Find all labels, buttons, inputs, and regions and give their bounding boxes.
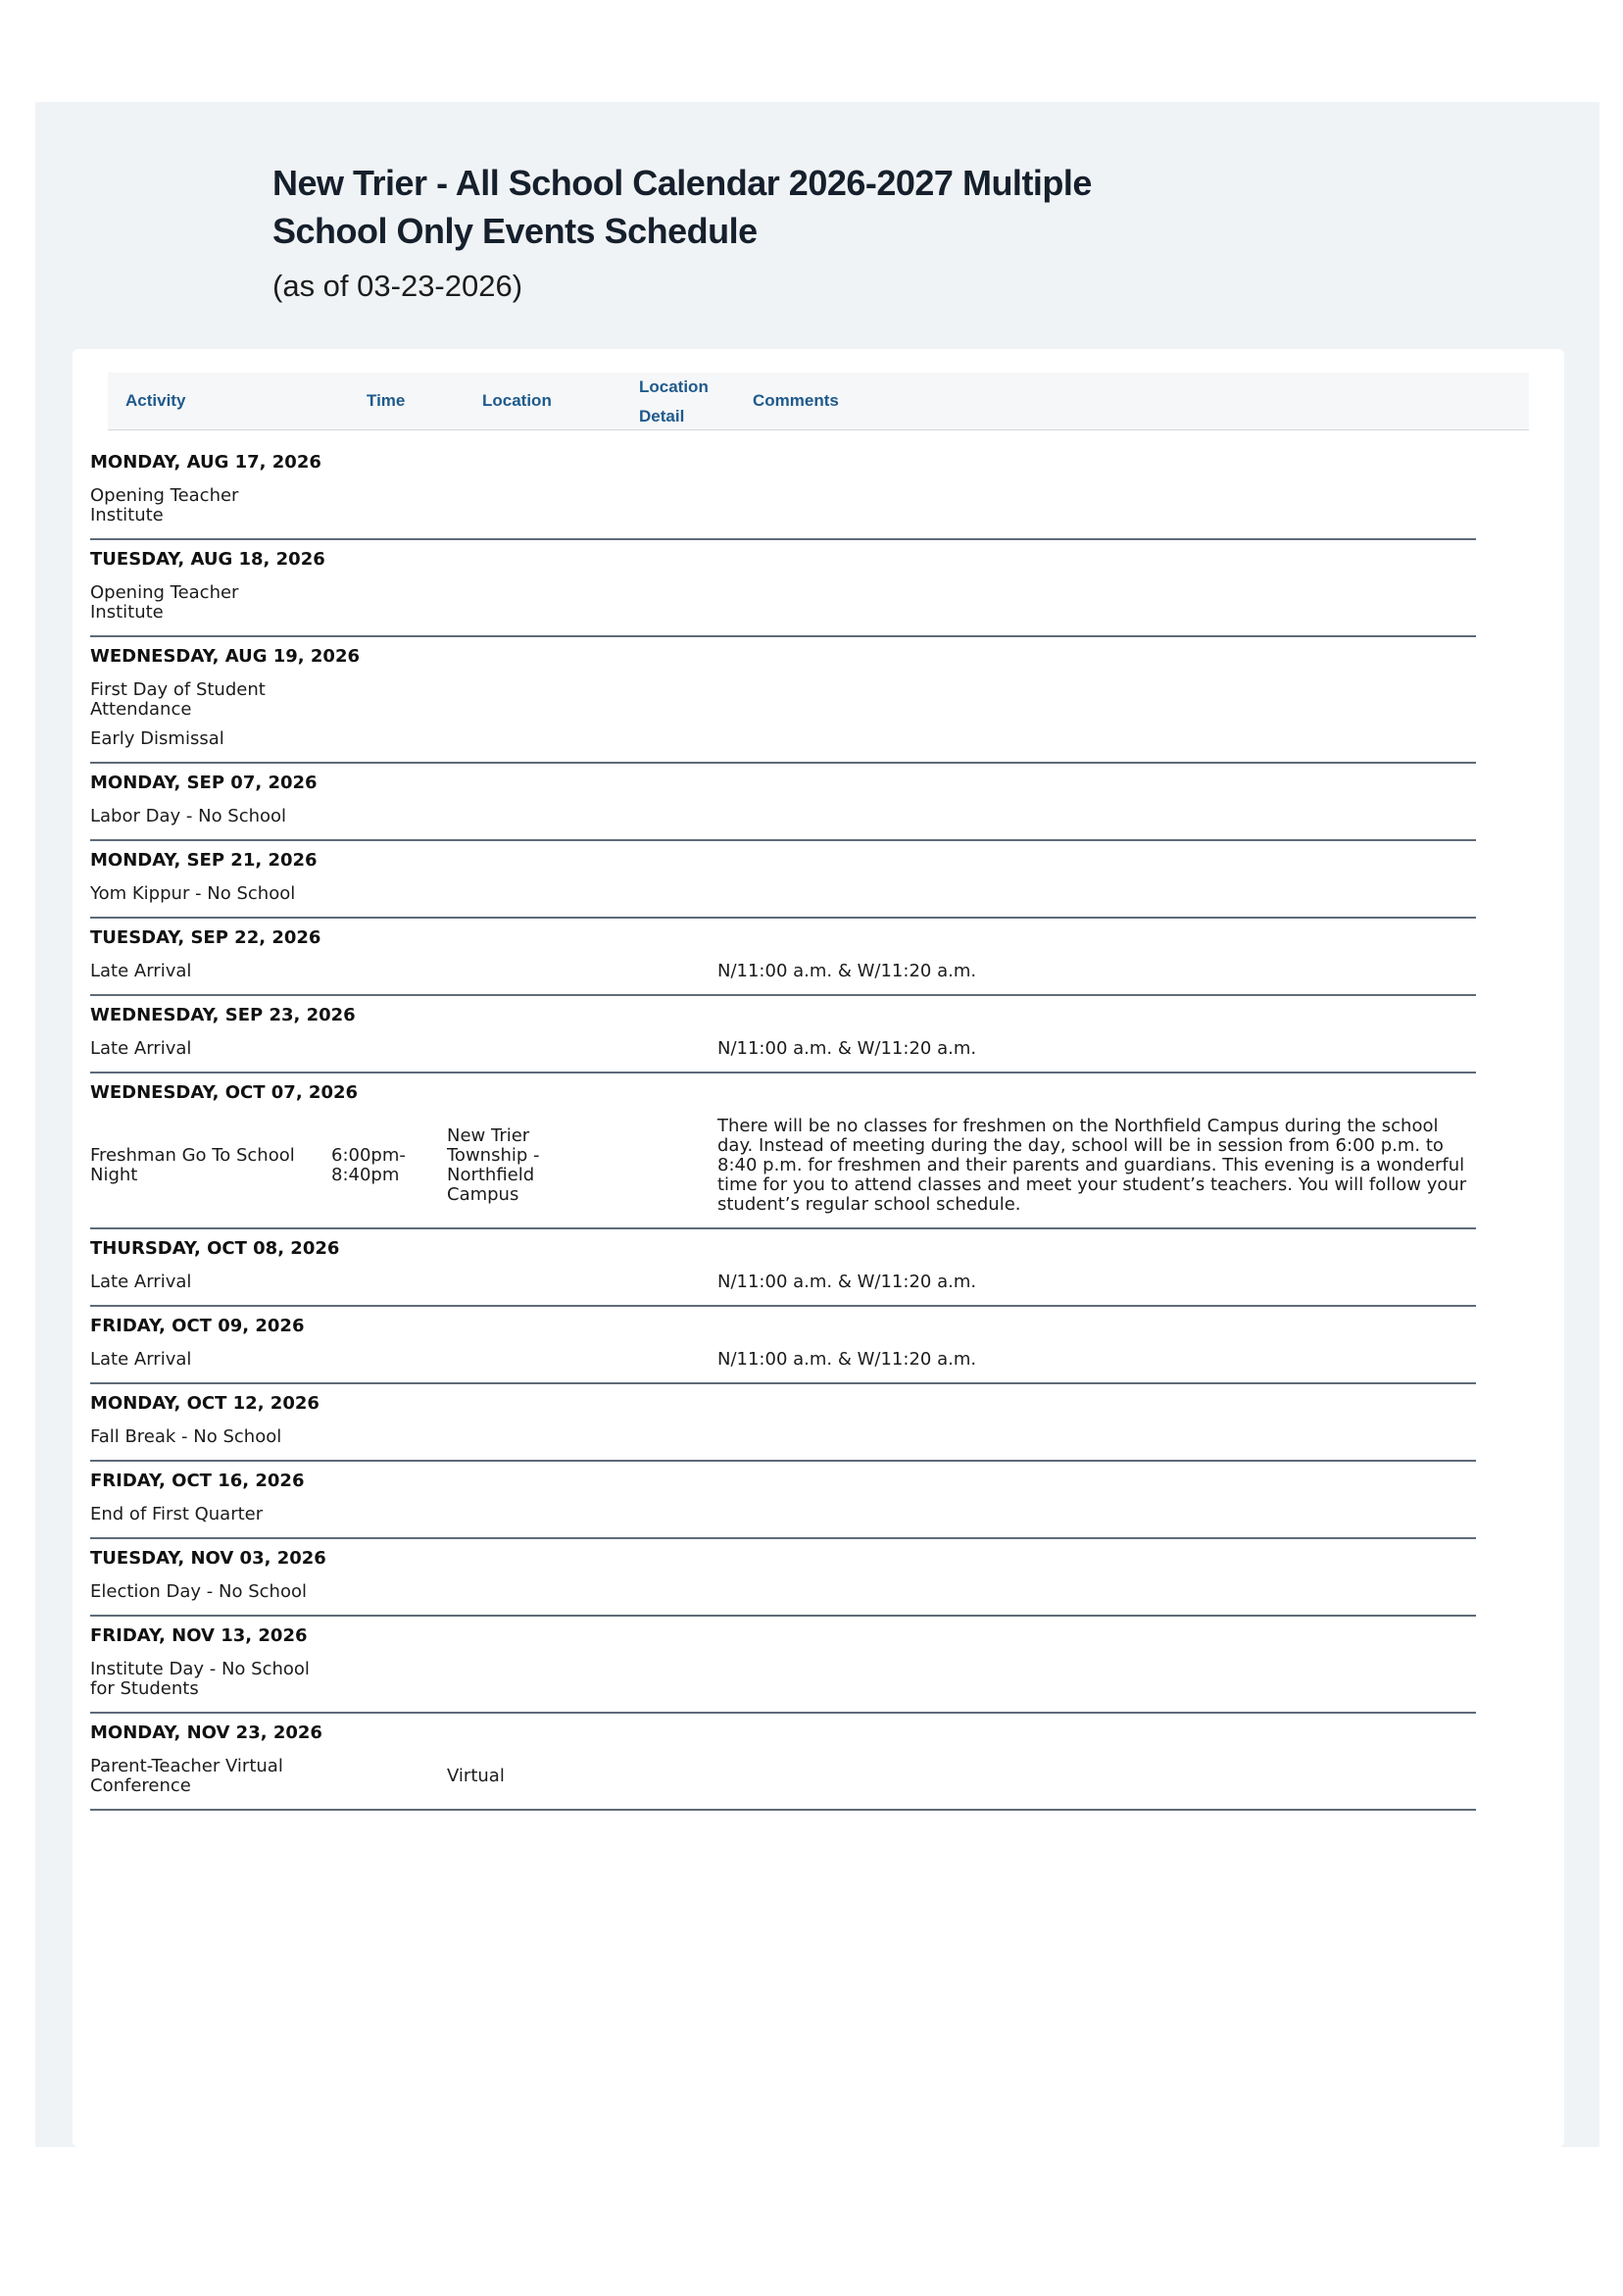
day-group: [90, 919, 1476, 996]
page-background: [35, 102, 1599, 2147]
day-group: [90, 637, 1476, 764]
day-date: MONDAY, NOV 23, 2026: [90, 1722, 322, 1743]
column-header-time: Time: [367, 391, 406, 410]
day-group: [90, 540, 1476, 637]
page-title: New Trier - All School Calendar 2026-2027 Multiple School Only Events Schedule: [272, 163, 1092, 251]
table-row: [90, 962, 1476, 981]
table-row: [90, 583, 1476, 623]
day-date: TUESDAY, SEP 22, 2026: [90, 927, 321, 948]
day-date: WEDNESDAY, SEP 23, 2026: [90, 1005, 356, 1025]
day-group: [90, 1384, 1476, 1462]
day-group: [90, 1539, 1476, 1617]
event-activity: Late Arrival: [90, 1038, 192, 1059]
event-location: Virtual: [447, 1766, 505, 1786]
day-date: TUESDAY, NOV 03, 2026: [90, 1548, 326, 1569]
event-comments: N/11:00 a.m. & W/11:20 a.m.: [717, 1272, 977, 1292]
table-row: [90, 1427, 1476, 1447]
schedule-card: [73, 349, 1564, 2147]
event-comments: There will be no classes for freshmen on the Northfield Campus during the school day. Instead of meeting during the day, school will be in session from 6:00 p.m. to 8:40 p.m. for freshmen and their parents and guardians. This evening is a wonderful time for you to attend classes and meet your student’s teachers. You will follow your student’s regular school schedule.: [717, 1116, 1467, 1215]
table-row: [90, 486, 1476, 525]
table-header: [108, 373, 1529, 430]
day-group: [90, 443, 1476, 540]
day-group: [90, 764, 1476, 841]
event-activity: Institute Day - No School for Students: [90, 1659, 310, 1699]
column-header-location-detail: Location Detail: [639, 377, 709, 425]
day-group: [90, 1307, 1476, 1384]
day-date: MONDAY, SEP 21, 2026: [90, 850, 318, 871]
table-row: [90, 1117, 1476, 1215]
day-group: [90, 1229, 1476, 1307]
day-date: WEDNESDAY, AUG 19, 2026: [90, 646, 361, 667]
event-comments: N/11:00 a.m. & W/11:20 a.m.: [717, 1038, 977, 1059]
event-activity: Opening Teacher Institute: [90, 485, 239, 525]
table-row: [90, 884, 1476, 904]
day-group: [90, 1073, 1476, 1229]
event-activity: First Day of Student Attendance: [90, 679, 266, 720]
table-row: [90, 729, 1476, 749]
event-activity: Late Arrival: [90, 1349, 192, 1370]
page-subtitle: (as of 03-23-2026): [272, 269, 523, 303]
event-activity: Late Arrival: [90, 1272, 192, 1292]
table-row: [90, 1660, 1476, 1699]
table-row: [90, 1273, 1476, 1292]
table-row: [90, 1350, 1476, 1370]
table-row: [90, 1039, 1476, 1059]
table-row: [90, 1582, 1476, 1602]
event-activity: Yom Kippur - No School: [90, 883, 296, 904]
day-date: MONDAY, AUG 17, 2026: [90, 452, 321, 473]
event-location: New Trier Township - Northfield Campus: [447, 1125, 540, 1205]
day-date: THURSDAY, OCT 08, 2026: [90, 1238, 340, 1259]
event-activity: Opening Teacher Institute: [90, 582, 239, 623]
day-group: [90, 1462, 1476, 1539]
day-group: [90, 1617, 1476, 1714]
column-header-comments: Comments: [753, 391, 839, 410]
schedule-rows: [90, 443, 1476, 1811]
column-header-activity: Activity: [125, 391, 186, 410]
event-time: 6:00pm-8:40pm: [331, 1145, 406, 1185]
table-row: [90, 1505, 1476, 1524]
day-date: FRIDAY, OCT 09, 2026: [90, 1316, 305, 1336]
event-activity: Election Day - No School: [90, 1581, 307, 1602]
day-date: TUESDAY, AUG 18, 2026: [90, 549, 325, 570]
table-row: [90, 1757, 1476, 1796]
table-row: [90, 680, 1476, 720]
event-activity: Freshman Go To School Night: [90, 1145, 295, 1185]
day-group: [90, 841, 1476, 919]
day-date: WEDNESDAY, OCT 07, 2026: [90, 1082, 359, 1103]
day-group: [90, 996, 1476, 1073]
event-activity: End of First Quarter: [90, 1504, 264, 1524]
table-row: [90, 807, 1476, 826]
day-date: MONDAY, SEP 07, 2026: [90, 773, 318, 793]
event-comments: N/11:00 a.m. & W/11:20 a.m.: [717, 1349, 977, 1370]
event-activity: Parent-Teacher Virtual Conference: [90, 1756, 283, 1796]
event-activity: Late Arrival: [90, 961, 192, 981]
event-activity: Early Dismissal: [90, 728, 224, 749]
event-activity: Labor Day - No School: [90, 806, 287, 826]
title-block: [272, 159, 1115, 306]
day-date: MONDAY, OCT 12, 2026: [90, 1393, 320, 1414]
event-comments: N/11:00 a.m. & W/11:20 a.m.: [717, 961, 977, 981]
day-group: [90, 1714, 1476, 1811]
day-date: FRIDAY, NOV 13, 2026: [90, 1625, 308, 1646]
day-date: FRIDAY, OCT 16, 2026: [90, 1471, 305, 1491]
event-activity: Fall Break - No School: [90, 1426, 282, 1447]
column-header-location: Location: [482, 391, 552, 410]
